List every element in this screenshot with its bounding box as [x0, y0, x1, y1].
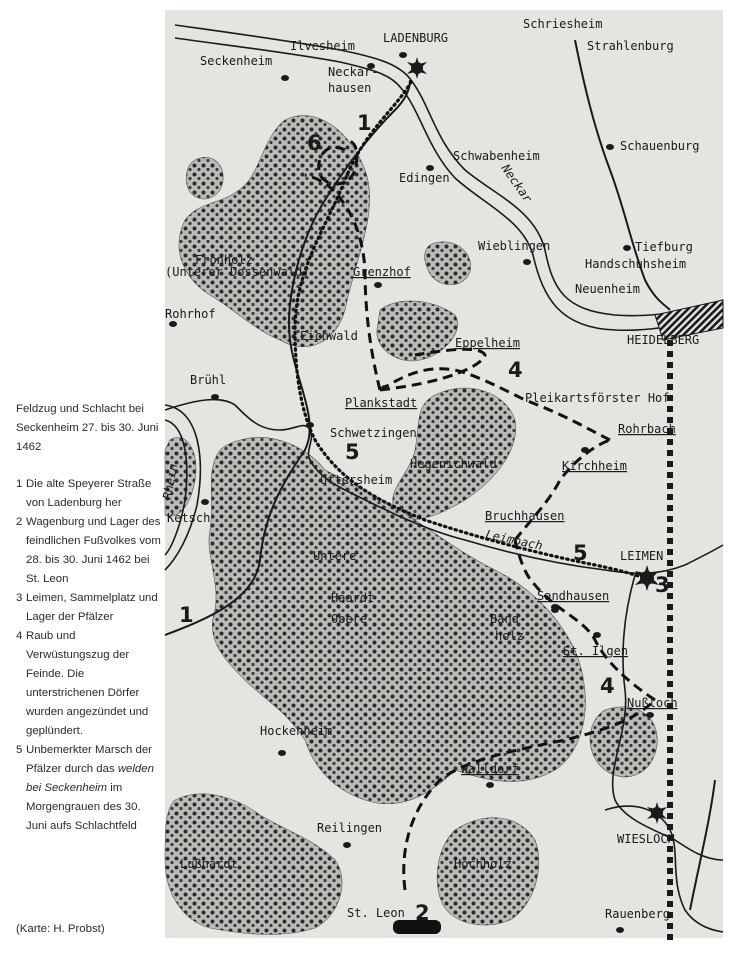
legend-text: Die alte Speyerer Straße von Ladenburg her [26, 478, 152, 509]
legend-text: im Morgengrauen des 30. Juni aufs Schlachtfeld [26, 782, 141, 832]
place-label: Bruchhausen [485, 509, 565, 523]
marker-number: 3 [655, 573, 670, 597]
place-label: Rohrbach [618, 422, 676, 436]
place-label: Eppelheim [455, 336, 521, 350]
marker-number: 4 [600, 674, 615, 698]
place-label: Schwabenheim [453, 149, 540, 163]
place-label: Brühl [190, 373, 227, 387]
place-label: Fronholz [195, 253, 253, 267]
place-label: Walldorf [461, 762, 519, 776]
legend-item-4 [16, 627, 162, 741]
legend-text: Leimen, Sammelplatz und Lager der Pfälzer [26, 592, 158, 623]
place-label: St. Ilgen [563, 644, 629, 658]
place-label: Haardt [331, 591, 375, 605]
place-label: Neckar- [328, 65, 379, 79]
place-label: Band- [490, 612, 527, 626]
place-label: Kirchheim [562, 459, 628, 473]
place-label: Edingen [399, 171, 450, 185]
place-label: Eichwald [300, 329, 358, 343]
place-label: Hegenichwald [410, 457, 497, 471]
place-label: Lußhardt [180, 857, 238, 871]
marker-number: 5 [345, 440, 360, 464]
legend-item-5 [16, 741, 162, 836]
legend-number: 5 [16, 744, 23, 756]
place-label: (Unterer Dossenwald) [165, 265, 310, 279]
place-label: LADENBURG [383, 31, 449, 45]
legend-list [16, 475, 162, 836]
place-label: Obere [331, 612, 368, 626]
place-label: Schriesheim [523, 17, 603, 31]
legend-text: Unbemerkter Marsch der Pfälzer durch das [26, 744, 152, 775]
place-label: Nußloch [627, 696, 678, 710]
place-label: Reilingen [317, 821, 383, 835]
place-label: Rohrhof [165, 307, 216, 321]
marker-number: 1 [179, 603, 194, 627]
place-label: St. Leon [347, 906, 405, 920]
historical-map [160, 10, 723, 938]
place-label: LEIMEN [620, 549, 664, 563]
place-label: Ilvesheim [290, 39, 356, 53]
marker-number: 6 [307, 131, 322, 155]
place-label: Neuenheim [575, 282, 641, 296]
river-label-rhein: Rhein [160, 462, 181, 501]
marker-number: 5 [573, 541, 588, 565]
marker-number: 1 [357, 111, 372, 135]
place-label: Handschuhsheim [585, 257, 687, 271]
place-label: Seckenheim [200, 54, 273, 68]
legend-item-1 [16, 475, 162, 513]
place-label: Schwetzingen [330, 426, 417, 440]
legend-number: 1 [16, 478, 23, 490]
legend-item-3 [16, 589, 162, 627]
place-label: Wieblingen [478, 239, 551, 253]
legend-text: Raub und Verwüstungszug der Feinde. Die unterstrichenen Dörfer wurden angezündet und geplündert. [26, 630, 149, 737]
legend-number: 4 [16, 630, 23, 642]
legend-number: 2 [16, 516, 23, 528]
place-label: Schauenburg [620, 139, 700, 153]
place-label: HEIDELBERG [627, 333, 700, 347]
river-label-leimbach: Leimbach [484, 527, 544, 553]
place-label: Pleikartsförster Hof [525, 391, 670, 405]
map-credit: (Karte: H. Probst) [16, 923, 105, 935]
place-label: Plankstadt [345, 396, 418, 410]
place-label: Grenzhof [353, 265, 411, 279]
place-label: Rauenberg [605, 907, 671, 921]
caption-title: Feldzug und Schlacht bei Seckenheim 27. bis 30. Juni 1462 [16, 403, 159, 453]
legend-text-italic: welden bei Seckenheim [26, 763, 154, 794]
place-label: Strahlenburg [587, 39, 674, 53]
place-label: Sandhausen [537, 589, 610, 603]
place-label: Hochholz [454, 857, 512, 871]
forest-nw [186, 157, 223, 199]
place-label: holz [495, 629, 524, 643]
place-label: Hockenheim [260, 724, 333, 738]
place-label: hausen [328, 81, 372, 95]
legend-number: 3 [16, 592, 23, 604]
legend-text: Wagenburg und Lager des feindlichen Fußvolkes vom 28. bis 30. Juni 1462 bei St. Leon [26, 516, 161, 585]
river-label-neckar: Neckar [498, 161, 535, 206]
legend-item-2 [16, 513, 162, 589]
place-label: Tiefburg [635, 240, 693, 254]
map-caption [16, 400, 162, 935]
place-label: Untere [313, 549, 357, 563]
place-label: Oftersheim [320, 473, 393, 487]
marker-number: 4 [508, 358, 523, 382]
place-label: Ketsch [167, 511, 211, 525]
marker-number: 2 [415, 901, 430, 925]
place-label: WIESLOCH [617, 832, 675, 846]
